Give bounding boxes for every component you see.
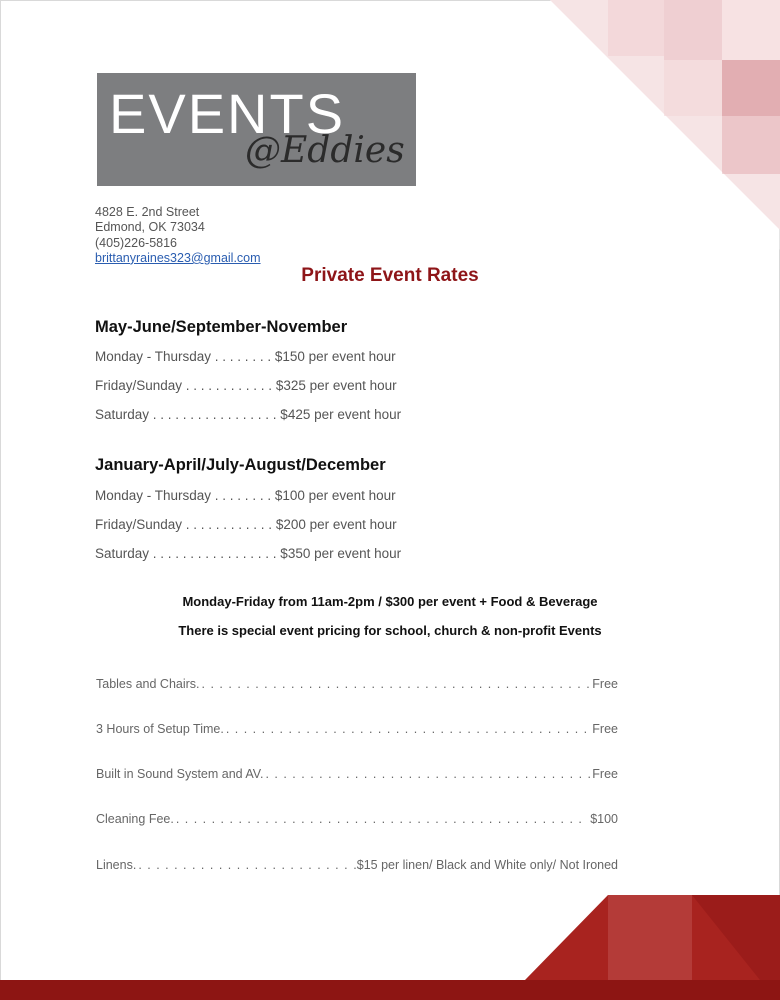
rate-row: Monday - Thursday . . . . . . . . $100 per event hour — [95, 488, 396, 503]
amenity-price: .$15 per linen/ Black and White only/ Not Ironed — [353, 858, 618, 872]
address-street: 4828 E. 2nd Street — [95, 205, 200, 219]
rate-row: Friday/Sunday . . . . . . . . . . . . $325 per event hour — [95, 378, 397, 393]
lunch-pricing-note: Monday-Friday from 11am-2pm / $300 per event + Food & Beverage — [182, 594, 598, 609]
special-pricing-note: There is special event pricing for school, church & non-profit Events — [178, 623, 602, 638]
events-logo — [97, 73, 416, 186]
season-heading-peak: May-June/September-November — [95, 318, 348, 336]
corner-decoration — [550, 0, 780, 260]
dot-leader — [176, 812, 588, 826]
logo-sub-text: @Eddies — [245, 130, 405, 171]
amenity-item: Linens. — [96, 858, 137, 872]
address-block — [95, 205, 261, 266]
dot-leader — [202, 677, 591, 691]
rate-row: Saturday . . . . . . . . . . . . . . . . . $425 per event hour — [95, 407, 402, 422]
dot-leader — [138, 858, 351, 872]
amenity-item: Tables and Chairs. — [96, 677, 200, 691]
rate-row: Saturday . . . . . . . . . . . . . . . . . $350 per event hour — [95, 546, 402, 561]
amenity-row — [96, 858, 618, 872]
page-title: Private Event Rates — [301, 265, 479, 286]
amenity-price: $100 — [590, 812, 618, 826]
dot-leader — [226, 722, 590, 736]
bottom-decoration — [0, 895, 780, 1000]
amenity-item: Cleaning Fee. — [96, 812, 174, 826]
rate-row: Monday - Thursday . . . . . . . . $150 per event hour — [95, 349, 396, 364]
dot-leader — [265, 767, 590, 781]
amenity-price: Free — [592, 722, 618, 736]
address-city: Edmond, OK 73034 — [95, 220, 205, 235]
amenity-item: 3 Hours of Setup Time. — [96, 722, 224, 736]
season-heading-offpeak: January-April/July-August/December — [95, 456, 386, 474]
amenity-price: Free — [592, 767, 618, 781]
amenity-row — [96, 767, 618, 781]
email-link[interactable]: brittanyraines323@gmail.com — [95, 250, 261, 265]
amenity-price: Free — [592, 677, 618, 691]
amenity-row — [96, 722, 618, 736]
rate-row: Friday/Sunday . . . . . . . . . . . . $200 per event hour — [95, 517, 397, 532]
amenity-item: Built in Sound System and AV. — [96, 767, 264, 781]
amenity-row — [96, 677, 618, 691]
address-phone: (405)226-5816 — [95, 235, 178, 250]
logo-main-text: EVENTS — [109, 82, 346, 145]
amenity-row — [96, 812, 618, 826]
